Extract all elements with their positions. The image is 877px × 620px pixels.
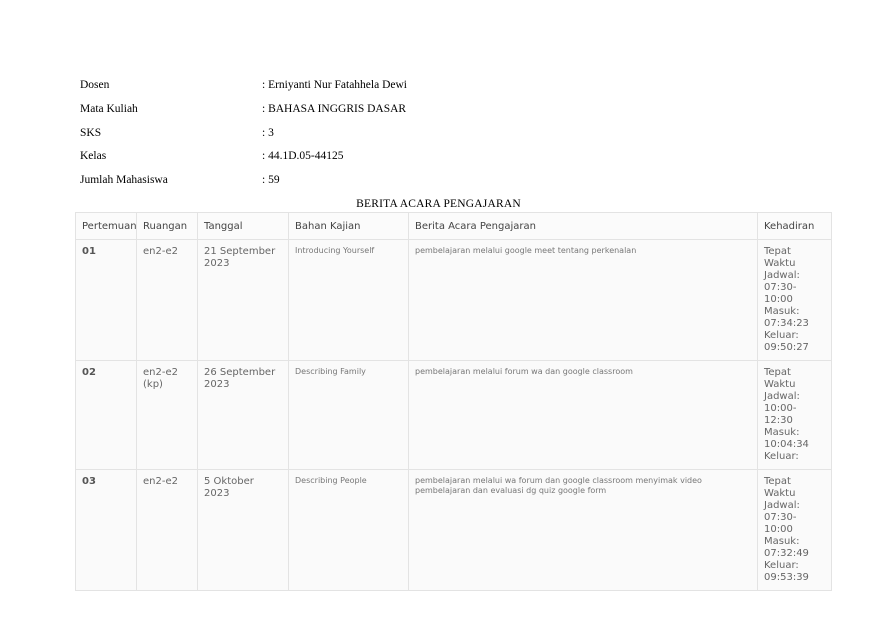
- cell-tanggal: 26 September 2023: [198, 361, 289, 470]
- info-label: Mata Kuliah: [80, 102, 138, 115]
- cell-ruangan: en2-e2 (kp): [137, 361, 198, 470]
- attendance-line: 09:50:27: [764, 342, 809, 353]
- cell-tanggal: 5 Oktober 2023: [198, 470, 289, 591]
- header-pertemuan: Pertemuan: [76, 213, 137, 240]
- info-label: Dosen: [80, 79, 110, 91]
- cell-ruangan: en2-e2: [137, 240, 198, 361]
- attendance-line: Keluar:: [764, 560, 799, 571]
- attendance-line: Jadwal:: [764, 500, 800, 511]
- info-label: Jumlah Mahasiswa: [80, 174, 168, 187]
- info-value: : Erniyanti Nur Fatahhela Dewi: [262, 79, 407, 91]
- cell-kehadiran: [758, 361, 832, 470]
- info-value: : BAHASA INGGRIS DASAR: [262, 102, 407, 115]
- cell-bahan-kajian: Describing Family: [289, 361, 409, 470]
- attendance-line: 07:30-10:00: [764, 282, 797, 305]
- cell-berita-acara: pembelajaran melalui wa forum dan google classroom menyimak video pembelajaran dan evaluasi dg quiz google form: [409, 470, 758, 591]
- cell-kehadiran: [758, 470, 832, 591]
- header-bahan-kajian: Bahan Kajian: [289, 213, 409, 240]
- teaching-report-table: [75, 212, 832, 591]
- cell-pertemuan: 02: [76, 361, 137, 470]
- attendance-line: 09:53:39: [764, 572, 809, 583]
- cell-ruangan: en2-e2: [137, 470, 198, 591]
- attendance-status: Tepat Waktu: [764, 246, 796, 269]
- info-label: SKS: [80, 126, 102, 139]
- attendance-line: 10:00-12:30: [764, 403, 797, 426]
- cell-kehadiran: [758, 240, 832, 361]
- cell-pertemuan: 01: [76, 240, 137, 361]
- attendance-line: Masuk:: [764, 427, 800, 438]
- cell-berita-acara: pembelajaran melalui google meet tentang perkenalan: [409, 240, 758, 361]
- header-ruangan: Ruangan: [137, 213, 198, 240]
- header-berita-acara: Berita Acara Pengajaran: [409, 213, 758, 240]
- info-value: : 44.1D.05-44125: [262, 150, 344, 163]
- attendance-status: Tepat Waktu: [764, 367, 796, 390]
- attendance-line: 10:04:34: [764, 439, 809, 450]
- info-value: : 59: [262, 174, 280, 187]
- cell-pertemuan: 03: [76, 470, 137, 591]
- header-kehadiran: Kehadiran: [758, 213, 832, 240]
- attendance-line: 07:34:23: [764, 318, 809, 329]
- cell-tanggal: 21 September 2023: [198, 240, 289, 361]
- attendance-line: Keluar:: [764, 451, 799, 462]
- attendance-line: Masuk:: [764, 306, 800, 317]
- attendance-status: Tepat Waktu: [764, 476, 796, 499]
- header-tanggal: Tanggal: [198, 213, 289, 240]
- table-row: [76, 240, 832, 361]
- table-row: [76, 361, 832, 470]
- table-row: [76, 470, 832, 591]
- cell-bahan-kajian: Describing People: [289, 470, 409, 591]
- attendance-line: Jadwal:: [764, 391, 800, 402]
- attendance-line: 07:30-10:00: [764, 512, 797, 535]
- attendance-line: Jadwal:: [764, 270, 800, 281]
- cell-bahan-kajian: Introducing Yourself: [289, 240, 409, 361]
- attendance-line: 07:32:49: [764, 548, 809, 559]
- info-value: : 3: [262, 126, 274, 139]
- table-header-row: [76, 213, 832, 240]
- document-title: BERITA ACARA PENGAJARAN: [356, 198, 521, 210]
- info-label: Kelas: [80, 150, 107, 163]
- attendance-line: Keluar:: [764, 330, 799, 341]
- cell-berita-acara: pembelajaran melalui forum wa dan google classroom: [409, 361, 758, 470]
- attendance-line: Masuk:: [764, 536, 800, 547]
